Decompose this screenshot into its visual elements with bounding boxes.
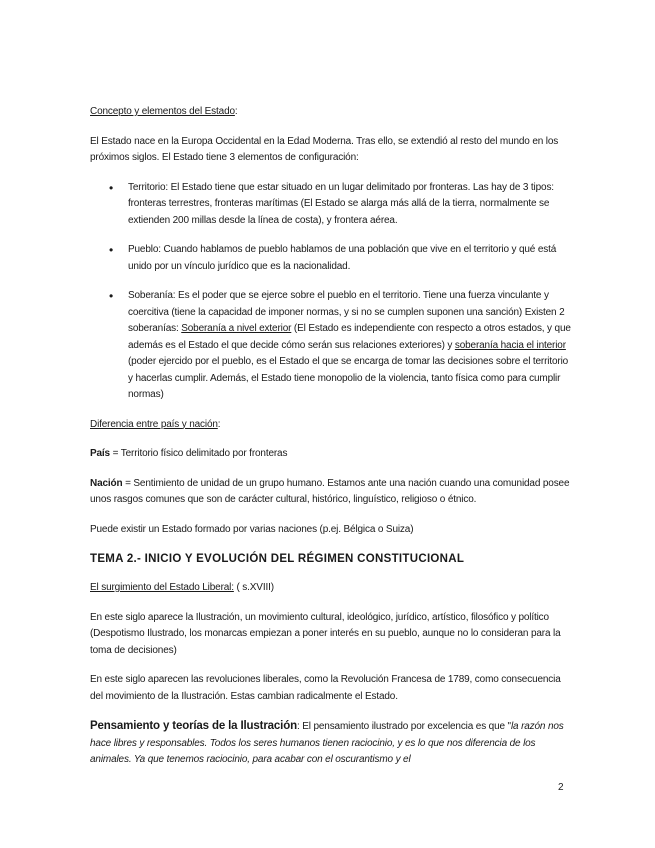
heading-concepto: [90, 104, 572, 121]
page-number: 2: [558, 782, 564, 793]
page-content: [90, 104, 572, 782]
pensamiento-colon: :: [296, 721, 303, 732]
nacion-text: = Sentimiento de unidad de un grupo humano. Estamos ante una nación cuando una comunidad posee unos rasgos comunes que son de carácter cultural, histórico, linguístico, religioso o étnico.: [90, 477, 570, 505]
list-item-territorio: • Territorio: El Estado tiene que estar situado en un lugar delimitado por fronteras. Las hay de 3 tipos: fronteras terrestres, fronteras marítimas (El Estado se alarga más allá de la tierra, normalmente se extienden 200 millas desde la línea de costa), y frontera aérea.: [90, 180, 572, 230]
soberania-text-a: Soberanía: Es el poder que se ejerce sobre el pueblo en el territorio. Tiene una fuerza vinculante y coercitiva (tiene la capacidad de imponer normas, y si no se cumplen suponen una sanción) Existen 2 soberanías:: [128, 290, 565, 334]
pais-definition: [90, 446, 572, 463]
list-item-soberania: [90, 288, 572, 404]
heading-diferencia: [90, 417, 572, 434]
pais-text: = Territorio físico delimitado por fronteras: [109, 448, 288, 459]
ilustracion-paragraph: En este siglo aparece la Ilustración, un movimiento cultural, ideológico, jurídico, artístico, filosófico y político (Despotismo Ilustrado, los monarcas empiezan a poner interés en su pueblo, aunque no lo consideran para la toma de decisiones): [90, 611, 561, 656]
soberania-text-c: (poder ejercido por el pueblo, es el Estado el que se encarga de tomar las decisiones sobre el territorio y hacerlas cumplir. Además, el Estado tiene monopolio de la violencia, tanto física como para cumplir normas): [128, 356, 569, 400]
nacion-label: Nación: [90, 477, 123, 489]
pensamiento-paragraph: [90, 718, 572, 769]
heading-concepto-colon: :: [234, 106, 238, 117]
heading-surgimiento-text: El surgimiento del Estado Liberal:: [90, 582, 234, 593]
heading-diferencia-colon: :: [217, 418, 221, 430]
pais-label: País: [90, 448, 110, 459]
elements-list: [90, 180, 572, 404]
soberania-exterior: Soberanía a nivel exterior: [181, 323, 292, 334]
pensamiento-quote: la razón nos hace libres y responsables. Todos los seres humanos tienen raciocinio, y es lo que nos diferencia de los animales. Ya que tenemos raciocinio, para acabar con el oscurantismo y el: [90, 721, 564, 765]
nacion-definition: [90, 476, 572, 509]
heading-surgimiento-tail: ( s.XVIII): [233, 582, 274, 593]
pensamiento-text: El pensamiento ilustrado por excelencia es que ": [302, 721, 511, 732]
heading-surgimiento: [90, 580, 572, 597]
heading-concepto-text: Concepto y elementos del Estado: [90, 106, 235, 117]
soberania-text-b: (El Estado es independiente con respecto a otros estados, y que además es el Estado el que decide cómo serán sus relaciones exteriores) y: [128, 323, 571, 351]
list-item-pueblo: • Pueblo: Cuando hablamos de pueblo hablamos de una población que vive en el territorio y qué está unido por un vínculo jurídico que es la nacionalidad.: [90, 242, 572, 275]
estado-varias-naciones: Puede existir un Estado formado por varias naciones (p.ej. Bélgica o Suiza): [90, 523, 414, 535]
revoluciones-paragraph: En este siglo aparecen las revoluciones liberales, como la Revolución Francesa de 1789, como consecuencia del movimiento de la Ilustración. Estas cambian radicalmente el Estado.: [90, 674, 561, 702]
pensamiento-label: Pensamiento y teorías de la Ilustración: [90, 720, 297, 732]
soberania-interior: soberanía hacia el interior: [454, 339, 566, 351]
tema-title: TEMA 2.- INICIO Y EVOLUCIÓN DEL RÉGIMEN CONSTITUCIONAL: [90, 553, 465, 565]
heading-diferencia-text: Diferencia entre país y nación: [90, 418, 218, 430]
intro-paragraph: El Estado nace en la Europa Occidental en la Edad Moderna. Tras ello, se extendió al resto del mundo en los próximos siglos. El Estado tiene 3 elementos de configuración:: [90, 135, 559, 163]
